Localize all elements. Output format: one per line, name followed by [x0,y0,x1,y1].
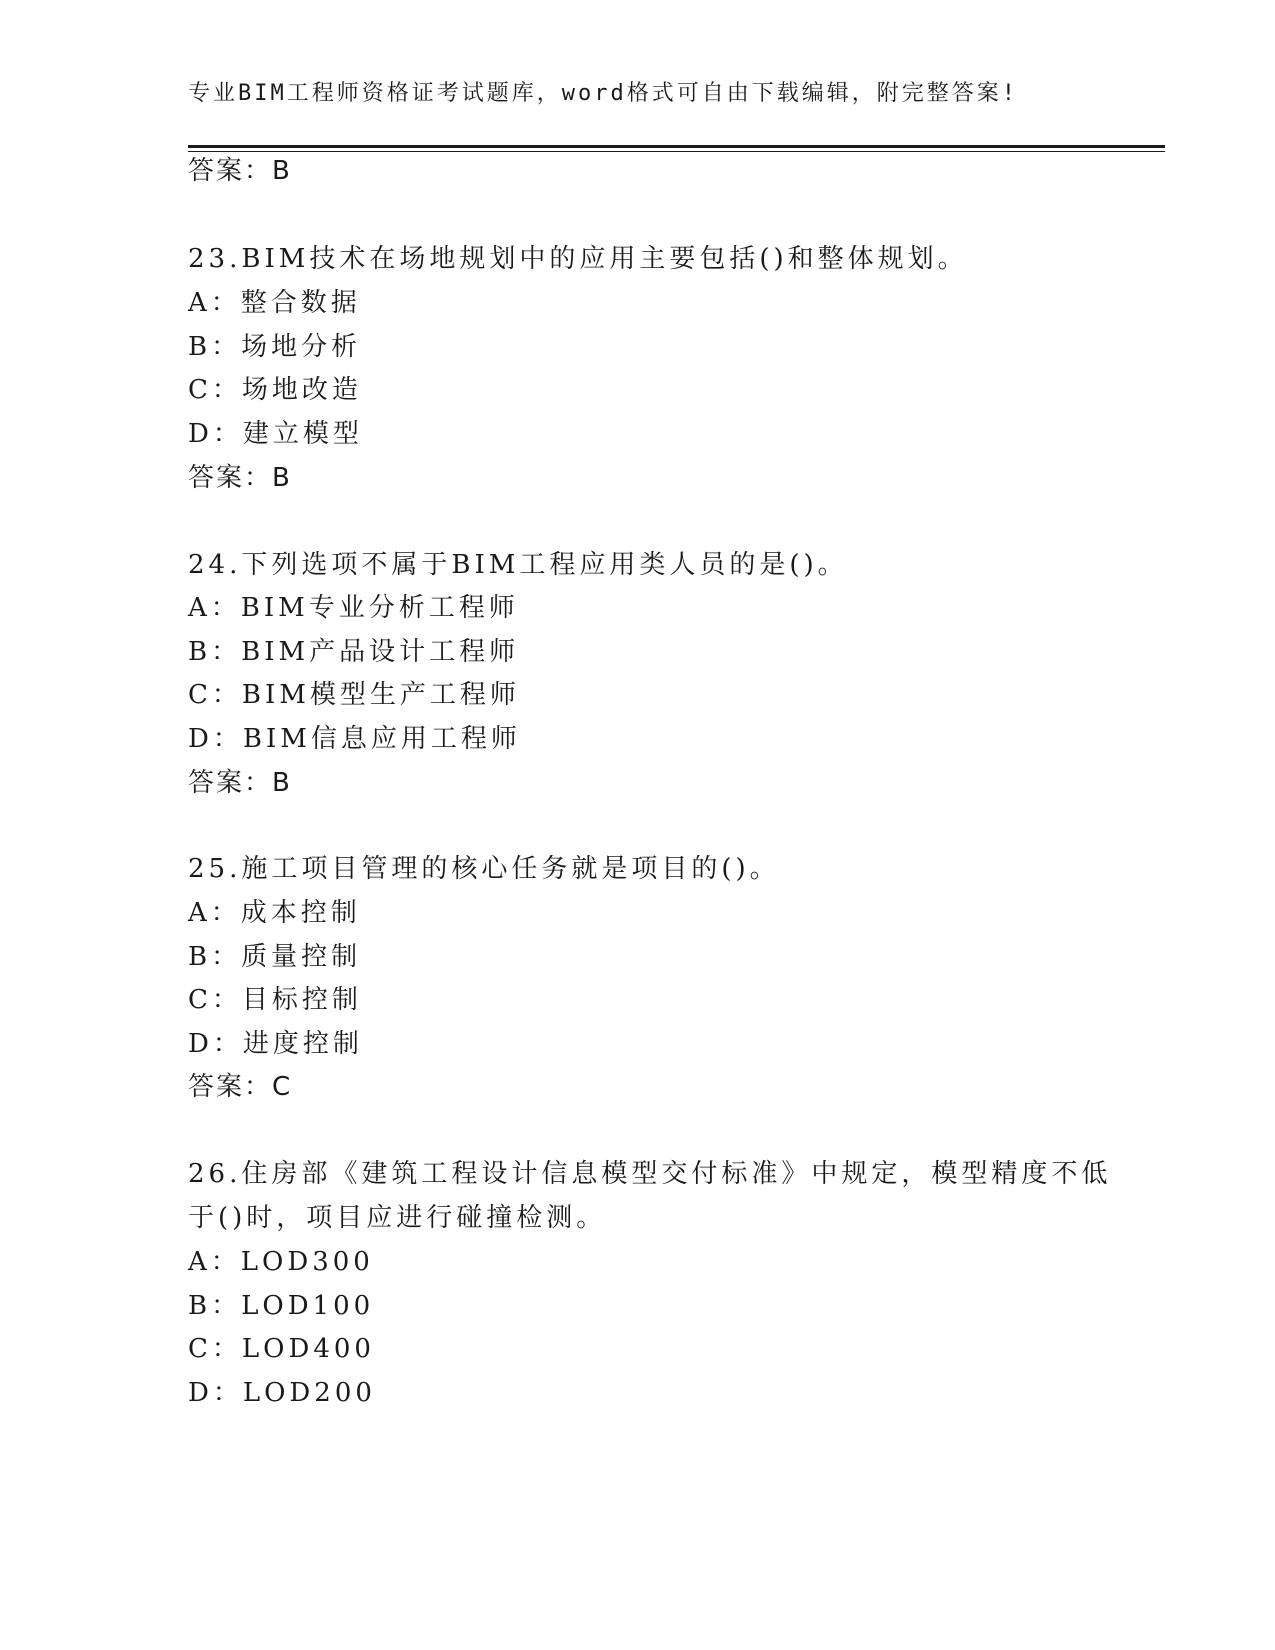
header-rule [188,145,1165,148]
option-c: C：LOD400 [188,1334,375,1364]
answer-line: 答案：B [188,768,292,798]
option-c: C：BIM模型生产工程师 [188,680,520,710]
header-rule-thin [188,151,1165,152]
option-a: A：成本控制 [188,898,361,928]
answer-line: 答案：C [188,1072,293,1102]
answer-line: 答案：B [188,463,292,493]
option-b: B：BIM产品设计工程师 [188,637,520,667]
option-a: A：LOD300 [188,1247,374,1277]
option-a: A：BIM专业分析工程师 [188,593,519,623]
question-stem: 24.下列选项不属于BIM工程应用类人员的是()。 [188,550,848,580]
question-stem-continued: 于()时，项目应进行碰撞检测。 [188,1203,607,1233]
option-d: D：建立模型 [188,419,363,449]
answer-line: 答案：B [188,156,292,186]
option-a: A：整合数据 [188,288,361,318]
question-stem: 23.BIM技术在场地规划中的应用主要包括()和整体规划。 [188,244,968,274]
option-c: C：场地改造 [188,375,362,405]
question-stem: 26.住房部《建筑工程设计信息模型交付标准》中规定，模型精度不低 [188,1159,1112,1189]
question-stem: 25.施工项目管理的核心任务就是项目的()。 [188,854,780,884]
option-b: B：质量控制 [188,942,362,972]
option-b: B：场地分析 [188,332,362,362]
option-d: D：BIM信息应用工程师 [188,724,521,754]
option-d: D：LOD200 [188,1378,376,1408]
option-d: D：进度控制 [188,1029,363,1059]
option-c: C：目标控制 [188,985,362,1015]
option-b: B：LOD100 [188,1291,375,1321]
page-header: 专业BIM工程师资格证考试题库，word格式可自由下载编辑，附完整答案! [188,81,1018,106]
